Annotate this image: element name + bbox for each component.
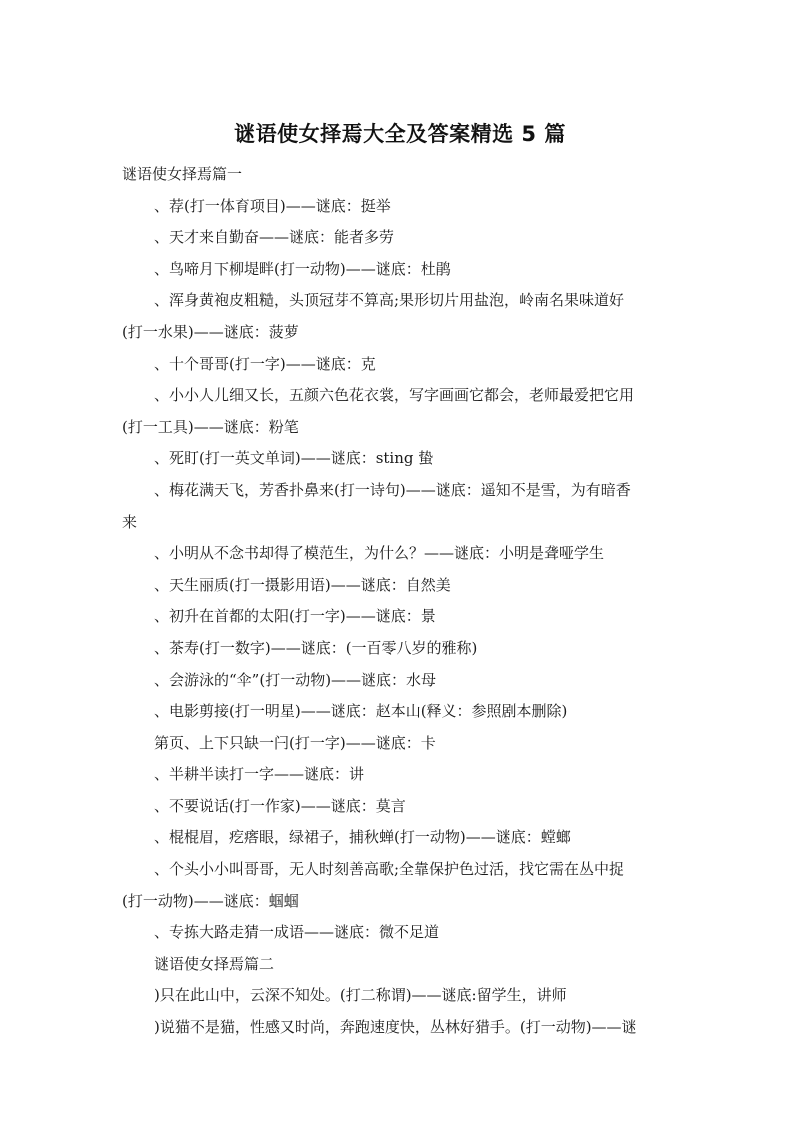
text-line: 、不要说话(打一作家)——谜底：莫言 bbox=[154, 796, 406, 815]
text-line: 、专拣大路走猜一成语——谜底：微不足道 bbox=[154, 923, 440, 942]
text-line: 、茶寿(打一数字)——谜底：(一百零八岁的雅称) bbox=[154, 638, 478, 657]
text-line: 、天生丽质(打一摄影用语)——谜底：自然美 bbox=[154, 575, 451, 594]
text-line: 、小明从不念书却得了模范生，为什么？——谜底：小明是聋哑学生 bbox=[154, 544, 605, 563]
text-line: 、半耕半读打一字——谜底：讲 bbox=[154, 765, 365, 784]
text-line: 、浑身黄袍皮粗糙，头顶冠芽不算高;果形切片用盐泡，岭南名果味道好 bbox=[154, 291, 625, 310]
text-line: 、十个哥哥(打一字)——谜底：克 bbox=[154, 354, 376, 373]
text-line: 、鸟啼月下柳堤畔(打一动物)——谜底：杜鹃 bbox=[154, 259, 451, 278]
text-line: 、会游泳的“伞”(打一动物)——谜底：水母 bbox=[154, 670, 437, 689]
text-line: 、小小人儿细又长，五颜六色花衣裳，写字画画它都会，老师最爱把它用 bbox=[154, 386, 635, 405]
text-line: (打一水果)——谜底：菠萝 bbox=[122, 322, 299, 341]
text-line: 、初升在首都的太阳(打一字)——谜底：景 bbox=[154, 607, 436, 626]
text-line: )只在此山中，云深不知处。(打二称谓)——谜底:留学生，讲师 bbox=[154, 986, 567, 1005]
text-line: )说猫不是猫，性感又时尚，奔跑速度快，丛林好猎手。(打一动物)——谜 bbox=[154, 1018, 637, 1037]
text-line: 、荐(打一体育项目)——谜底：挺举 bbox=[154, 196, 391, 215]
text-line: 、棍棍眉，疙瘩眼，绿裙子，捕秋蝉(打一动物)——谜底：螳螂 bbox=[154, 828, 571, 847]
text-line: 来 bbox=[122, 512, 138, 531]
text-line: 、电影剪接(打一明星)——谜底：赵本山(释义：参照剧本删除) bbox=[154, 702, 568, 721]
text-line: 、天才来自勤奋——谜底：能者多劳 bbox=[154, 228, 395, 247]
text-line: 、死盯(打一英文单词)——谜底：sting 蛰 bbox=[154, 449, 434, 468]
document-title: 谜语使女择焉大全及答案精选 5 篇 bbox=[234, 122, 566, 146]
text-line: 第页、上下只缺一闩(打一字)——谜底：卡 bbox=[154, 733, 436, 752]
text-line: (打一工具)——谜底：粉笔 bbox=[122, 417, 299, 436]
text-line: 、个头小小叫哥哥，无人时刻善高歌;全靠保护色过活，找它需在丛中捉 bbox=[154, 860, 625, 879]
text-line: 、梅花满天飞，芳香扑鼻来(打一诗句)——谜底：遥知不是雪，为有暗香 bbox=[154, 480, 631, 499]
text-line: (打一动物)——谜底：蝈蝈 bbox=[122, 891, 299, 910]
text-line: 谜语使女择焉篇二 bbox=[154, 954, 275, 973]
document-body bbox=[122, 159, 682, 1044]
text-line: 谜语使女择焉篇一 bbox=[122, 165, 243, 183]
